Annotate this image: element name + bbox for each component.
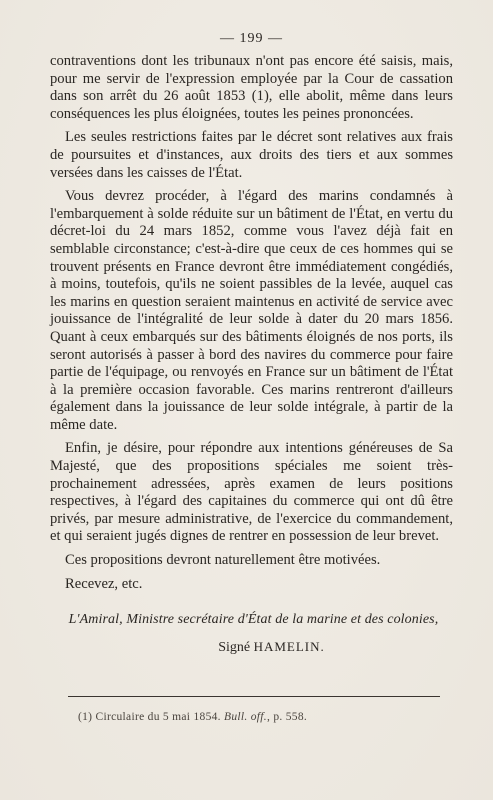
signature-title: L'Amiral, Ministre secrétaire d'État de la marine et des colonies, [68, 612, 439, 628]
paragraph-5: Ces propositions devront naturellement être motivées. [65, 552, 381, 569]
footnote-divider [68, 696, 440, 697]
paragraph-3: Vous devrez procéder, à l'égard des marins condamnés à l'embarquement à solde réduite sur un bâtiment de l'État, en vertu du décret-loi du 24 mars 1852, comme vous l'avez déjà fait en semblable circonstance; c'est-à-dire que ceux de ces hommes qui se trouvent présents en France devront être immédiatement congédiés, à moins, toutefois, qu'ils ne soient passibles de la levée, auquel cas les marins en question seraient maintenus en activité de service avec jouissance de l'intégralité de leur solde à dater du 20 mars 1856. Quant à ceux embarqués sur des bâtiments éloignés de nos ports, ils seront autorisés à passer à bord des navires du commerce pour faire partie de l'équipage, ou renvoyés en France sur un bâtiment de l'État à la première occasion favorable. Ces marins rentreront d'ailleurs également dans la jouissance de leur solde intégrale, à partir de la même date. [50, 188, 453, 433]
paragraph-4: Enfin, je désire, pour répondre aux intentions généreuses de Sa Majesté, que des propositions spéciales me soient très-prochainement adressées, après examen de leurs positions respectives, à l'égard des capitaines du commerce qui ont dû être privés, par mesure administrative, de l'exercice du commandement, et qui seraient jugés dignes de rentrer en possession de leur brevet. [50, 440, 453, 545]
signed-prefix: Signé [218, 640, 251, 656]
page-number: — 199 — [220, 31, 283, 46]
footnote-marker: (1) [78, 711, 93, 724]
footnote-text: Circulaire du 5 mai 1854. [95, 711, 221, 724]
paragraph-6: Recevez, etc. [65, 575, 143, 592]
signed-line [50, 639, 453, 656]
paragraph-2: Les seules restrictions faites par le décret sont relatives aux frais de poursuites et d'instances, aux droits des tiers et aux sommes versées dans les caisses de l'État. [50, 129, 453, 181]
footnote-source: Bull. off. [224, 711, 267, 724]
footnote-page: , p. 558. [266, 711, 308, 724]
footnote [78, 711, 453, 723]
signed-name: HAMELIN. [253, 639, 325, 655]
paragraph-1: contraventions dont les tribunaux n'ont pas encore été saisis, mais, pour me servir de l'expression employée par la Cour de cassation dans son arrêt du 26 août 1853 (1), elle abolit, même dans leurs conséquences les plus éloignées, toutes les peines prononcées. [50, 53, 453, 122]
